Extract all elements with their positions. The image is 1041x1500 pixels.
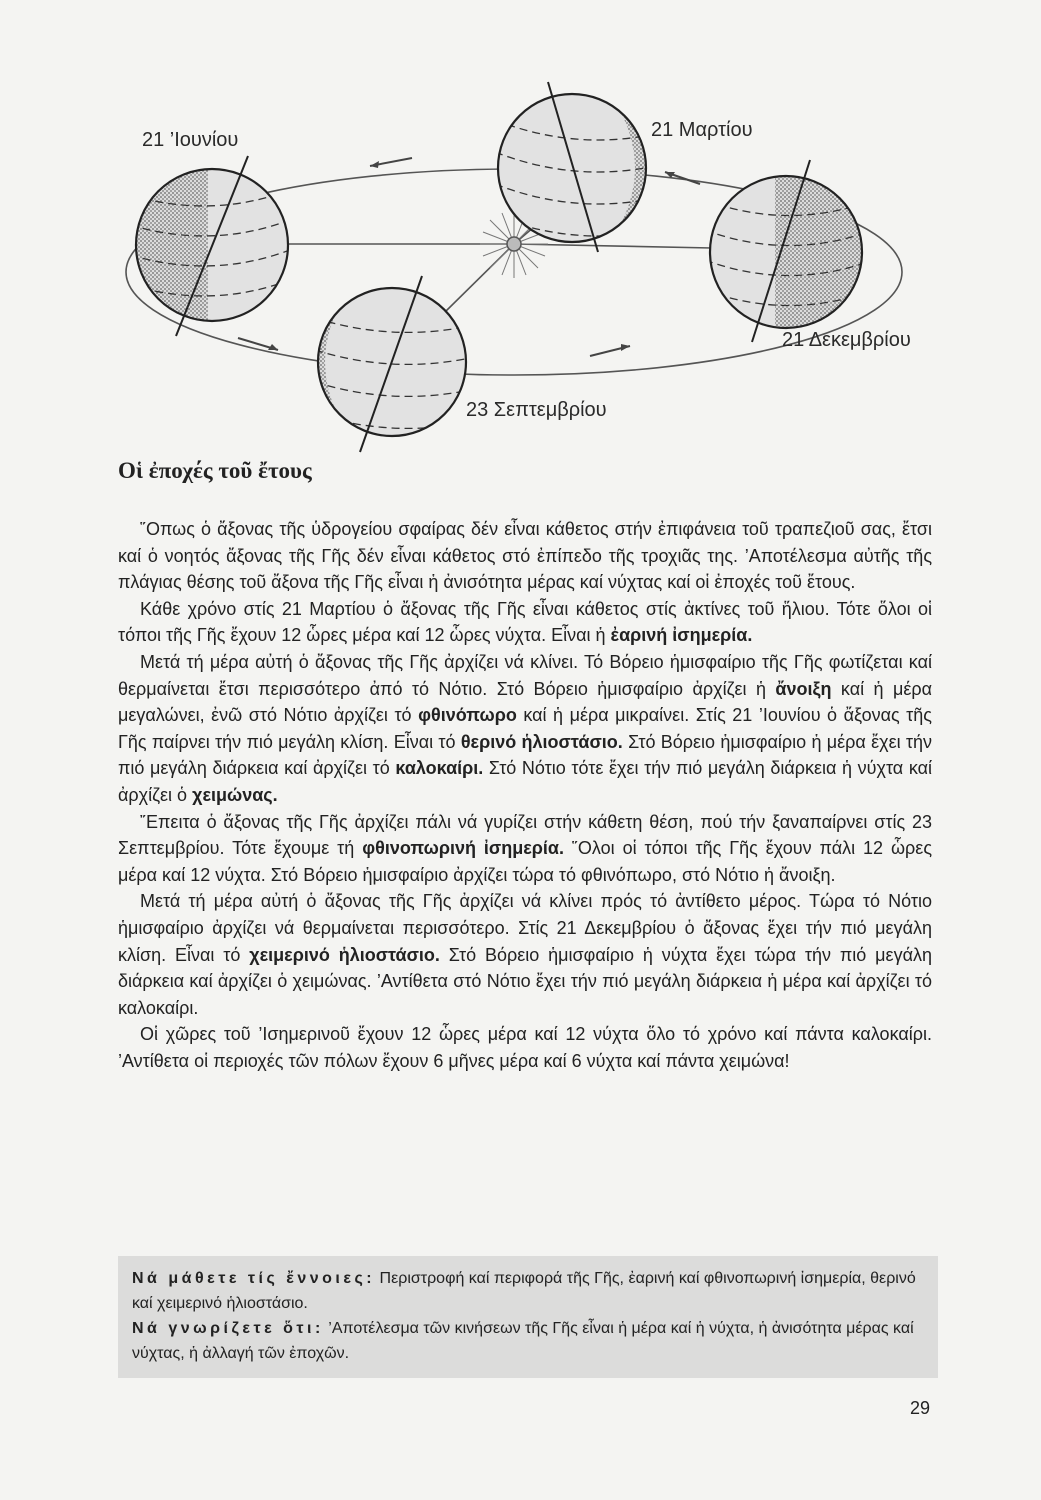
paragraph — [118, 888, 932, 1021]
learn-label: Νά μάθετε τίς ἔννοιες: — [132, 1270, 376, 1287]
text-run: Στό Νότιο τότε ἔχει τήν πιό μεγάλη διάρκεια ἡ νύχτα καί ἀρχίζει ὁ — [118, 758, 933, 805]
know-text: ’Αποτέλεσμα τῶν κινήσεων τῆς Γῆς εἶναι ἡ μέρα καί ἡ νύχτα, ἡ ἀνισότητα μέρας καί νύχτας, ἡ ἀλλαγή τῶν ἐποχῶν. — [132, 1320, 914, 1362]
page-number: 29 — [910, 1398, 931, 1418]
key-term: χειμώνας. — [192, 784, 278, 805]
paragraph — [118, 649, 932, 809]
label-december: 21 Δεκεμβρίου — [782, 329, 911, 351]
label-june: 21 ’Ιουνίου — [142, 129, 239, 151]
text-run: Στό Βόρειο ἡμισφαίριο ἡ νύχτα ἔχει τώρα τήν πιό μεγάλη διάρκεια καί ἀρχίζει ὁ χειμώνας. ’Αντίθετα στό Νότιο ἔχει τήν πιό μεγάλη διάρκεια ἡ μέρα καί ἀρχίζει τό καλοκαίρι. — [118, 944, 932, 1018]
key-term: φθινοπωρινή ἰσημερία. — [362, 838, 564, 859]
paragraph — [118, 596, 932, 649]
section-title: Οἱ ἐποχές τοῦ ἔτους — [118, 458, 312, 483]
label-march: 21 Μαρτίου — [651, 119, 753, 141]
earth-december-icon — [705, 160, 868, 342]
paragraph — [118, 516, 932, 596]
know-facts — [132, 1316, 930, 1366]
earth-orbit-diagram — [0, 80, 1041, 470]
text-run: καί ἡ μέρα μικραίνει. Στίς 21 ’Ιουνίου ὁ ἄξονας τῆς Γῆς παίρνει τήν πιό μεγάλη κλίση. Εἶναι τό — [118, 705, 932, 752]
text-run: Μετά τή μέρα αὐτή ὁ ἄξονας τῆς Γῆς ἀρχίζει νά κλίνει πρός τό ἀντίθετο μέρος. Τώρα τό Νότιο ἡμισφαίριο ἀρχίζει νά θερμαίνεται περισσότερο. Στίς 21 Δεκεμβρίου ὁ ἄξονας ἔχει τήν πιό μεγάλη κλίση. Εἶναι τό — [118, 891, 932, 965]
learn-concepts — [132, 1266, 930, 1316]
text-run: καί ἡ μέρα μεγαλώνει, ἐνῶ στό Νότιο ἀρχίζει τό — [118, 678, 933, 726]
earth-march-icon — [495, 82, 650, 252]
key-term: φθινόπωρο — [418, 705, 517, 726]
body-text — [118, 516, 932, 1074]
learn-text: Περιστροφή καί περιφορά τῆς Γῆς, ἐαρινή καί φθινοπωρινή ἰσημερία, θερινό καί χειμερινό ἡλιοστάσιο. — [132, 1270, 916, 1312]
key-term: ἄνοιξη — [775, 678, 832, 699]
earth-september-icon — [310, 276, 470, 452]
earth-june-icon — [120, 156, 295, 336]
text-run: ῞Ολοι οἱ τόποι τῆς Γῆς ἔχουν πάλι 12 ὧρες μέρα καί 12 νύχτα. Στό Βόρειο ἡμισφαίριο ἀρχίζει τώρα τό φθινόπωρο, στό Νότιο ἡ ἄνοιξη. — [118, 838, 932, 885]
know-label: Νά γνωρίζετε ὅτι: — [132, 1320, 324, 1337]
key-term: θερινό ἡλιοστάσιο. — [460, 731, 623, 752]
summary-box — [118, 1256, 938, 1378]
paragraph — [118, 1021, 932, 1074]
label-september: 23 Σεπτεμβρίου — [466, 399, 607, 421]
text-run: Οἱ χῶρες τοῦ ’Ισημερινοῦ ἔχουν 12 ὧρες μέρα καί 12 νύχτα ὅλο τό χρόνο καί πάντα καλοκαίρι. ’Αντίθετα οἱ περιοχές τῶν πόλων ἔχουν 6 μῆνες μέρα καί 6 νύχτα καί πάντα χειμώνα! — [118, 1024, 932, 1071]
text-run: ῎Επειτα ὁ ἄξονας τῆς Γῆς ἀρχίζει πάλι νά γυρίζει στήν κάθετη θέση, πού τήν ξαναπαίρνει στίς 23 Σεπτεμβρίου. Τότε ἔχουμε τή — [118, 811, 932, 859]
key-term: καλοκαίρι. — [395, 758, 484, 779]
text-run: Κάθε χρόνο στίς 21 Μαρτίου ὁ ἄξονας τῆς Γῆς εἶναι κάθετος στίς ἀκτίνες τοῦ ἥλιου. Τότε ὅλοι οἱ τόποι τῆς Γῆς ἔχουν 12 ὧρες μέρα καί 12 ὧρες νύχτα. Εἶναι ἡ — [118, 598, 932, 646]
text-run: ῞Οπως ὁ ἄξονας τῆς ὑδρογείου σφαίρας δέν εἶναι κάθετος στήν ἐπιφάνεια τοῦ τραπεζιοῦ σας, ἔτσι καί ὁ νοητός ἄξονας τῆς Γῆς δέν εἶναι κάθετος στό ἐπίπεδο τῆς τροχιᾶς της. ’Αποτέλεσμα αὐτῆς τῆς πλάγιας θέσης τοῦ ἄξονα τῆς Γῆς εἶναι ἡ ἀνισότητα μέρας καί νύχτας καί οἱ ἐποχές τοῦ ἔτους. — [118, 519, 932, 593]
paragraph — [118, 809, 932, 889]
text-run: Στό Βόρειο ἡμισφαίριο ἡ μέρα ἔχει τήν πιό μεγάλη διάρκεια καί ἀρχίζει τό — [118, 731, 933, 779]
text-run: Μετά τή μέρα αὐτή ὁ ἄξονας τῆς Γῆς ἀρχίζει νά κλίνει. Τό Βόρειο ἡμισφαίριο τῆς Γῆς φωτίζεται καί θερμαίνεται ἔτσι περισσότερο ἀπό τό Νότιο. Στό Βόρειο ἡμισφαίριο ἀρχίζει ἡ — [118, 651, 932, 699]
key-term: χειμερινό ἡλιοστάσιο. — [249, 944, 440, 965]
key-term: ἐαρινή ἰσημερία. — [610, 625, 753, 646]
